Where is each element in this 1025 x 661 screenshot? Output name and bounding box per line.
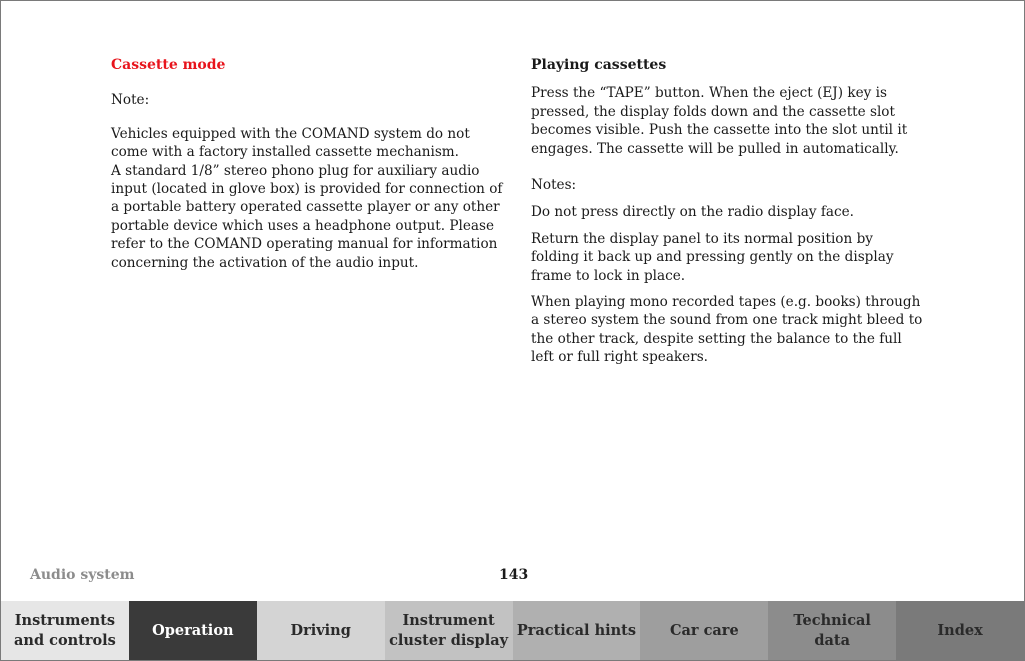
note-item-1: Do not press directly on the radio display face.: [531, 204, 854, 221]
nav-tab-car-care[interactable]: Car care: [640, 601, 768, 660]
nav-tab-driving[interactable]: Driving: [257, 601, 385, 660]
nav-tab-instrument-cluster-display[interactable]: Instrument cluster display: [385, 601, 513, 660]
nav-tab-technical-data[interactable]: Technical data: [768, 601, 896, 660]
playing-cassettes-intro: Press the “TAPE” button. When the eject (EJ) key is pressed, the display folds down and the cassette slot becomes visible. Push the cassette into the slot until it engages. The cassette will be pulled in automatically.: [531, 85, 908, 157]
page-number: 143: [499, 567, 529, 583]
section-title: Audio system: [30, 567, 135, 583]
cassette-mode-heading: Cassette mode: [111, 57, 226, 73]
nav-tab-instruments-and-controls[interactable]: Instruments and controls: [1, 601, 129, 660]
nav-tab-operation[interactable]: Operation: [129, 601, 257, 660]
cassette-mode-paragraph: Vehicles equipped with the COMAND system do not come with a factory installed cassette mechanism. A standard 1/8” stereo phono plug for auxiliary audio input (located in glove box) is provided for connection of a portable battery operated cassette player or any other portable device which uses a headphone output. Please refer to the COMAND operating manual for information concerning the activation of the audio input.: [111, 125, 503, 271]
playing-cassettes-heading: Playing cassettes: [531, 57, 667, 73]
right-column: [531, 56, 923, 375]
note-item-2: Return the display panel to its normal position by folding it back up and pressing gently on the display frame to lock in place.: [531, 230, 894, 284]
nav-tab-index[interactable]: Index: [896, 601, 1024, 660]
note-label: Note:: [111, 92, 150, 109]
chapter-navbar: [1, 601, 1024, 660]
notes-label: Notes:: [531, 177, 577, 194]
nav-tab-practical-hints[interactable]: Practical hints: [513, 601, 641, 660]
left-column: [111, 56, 503, 280]
note-item-3: When playing mono recorded tapes (e.g. books) through a stereo system the sound from one track might bleed to the other track, despite setting the balance to the full left or full right speakers.: [531, 294, 923, 366]
